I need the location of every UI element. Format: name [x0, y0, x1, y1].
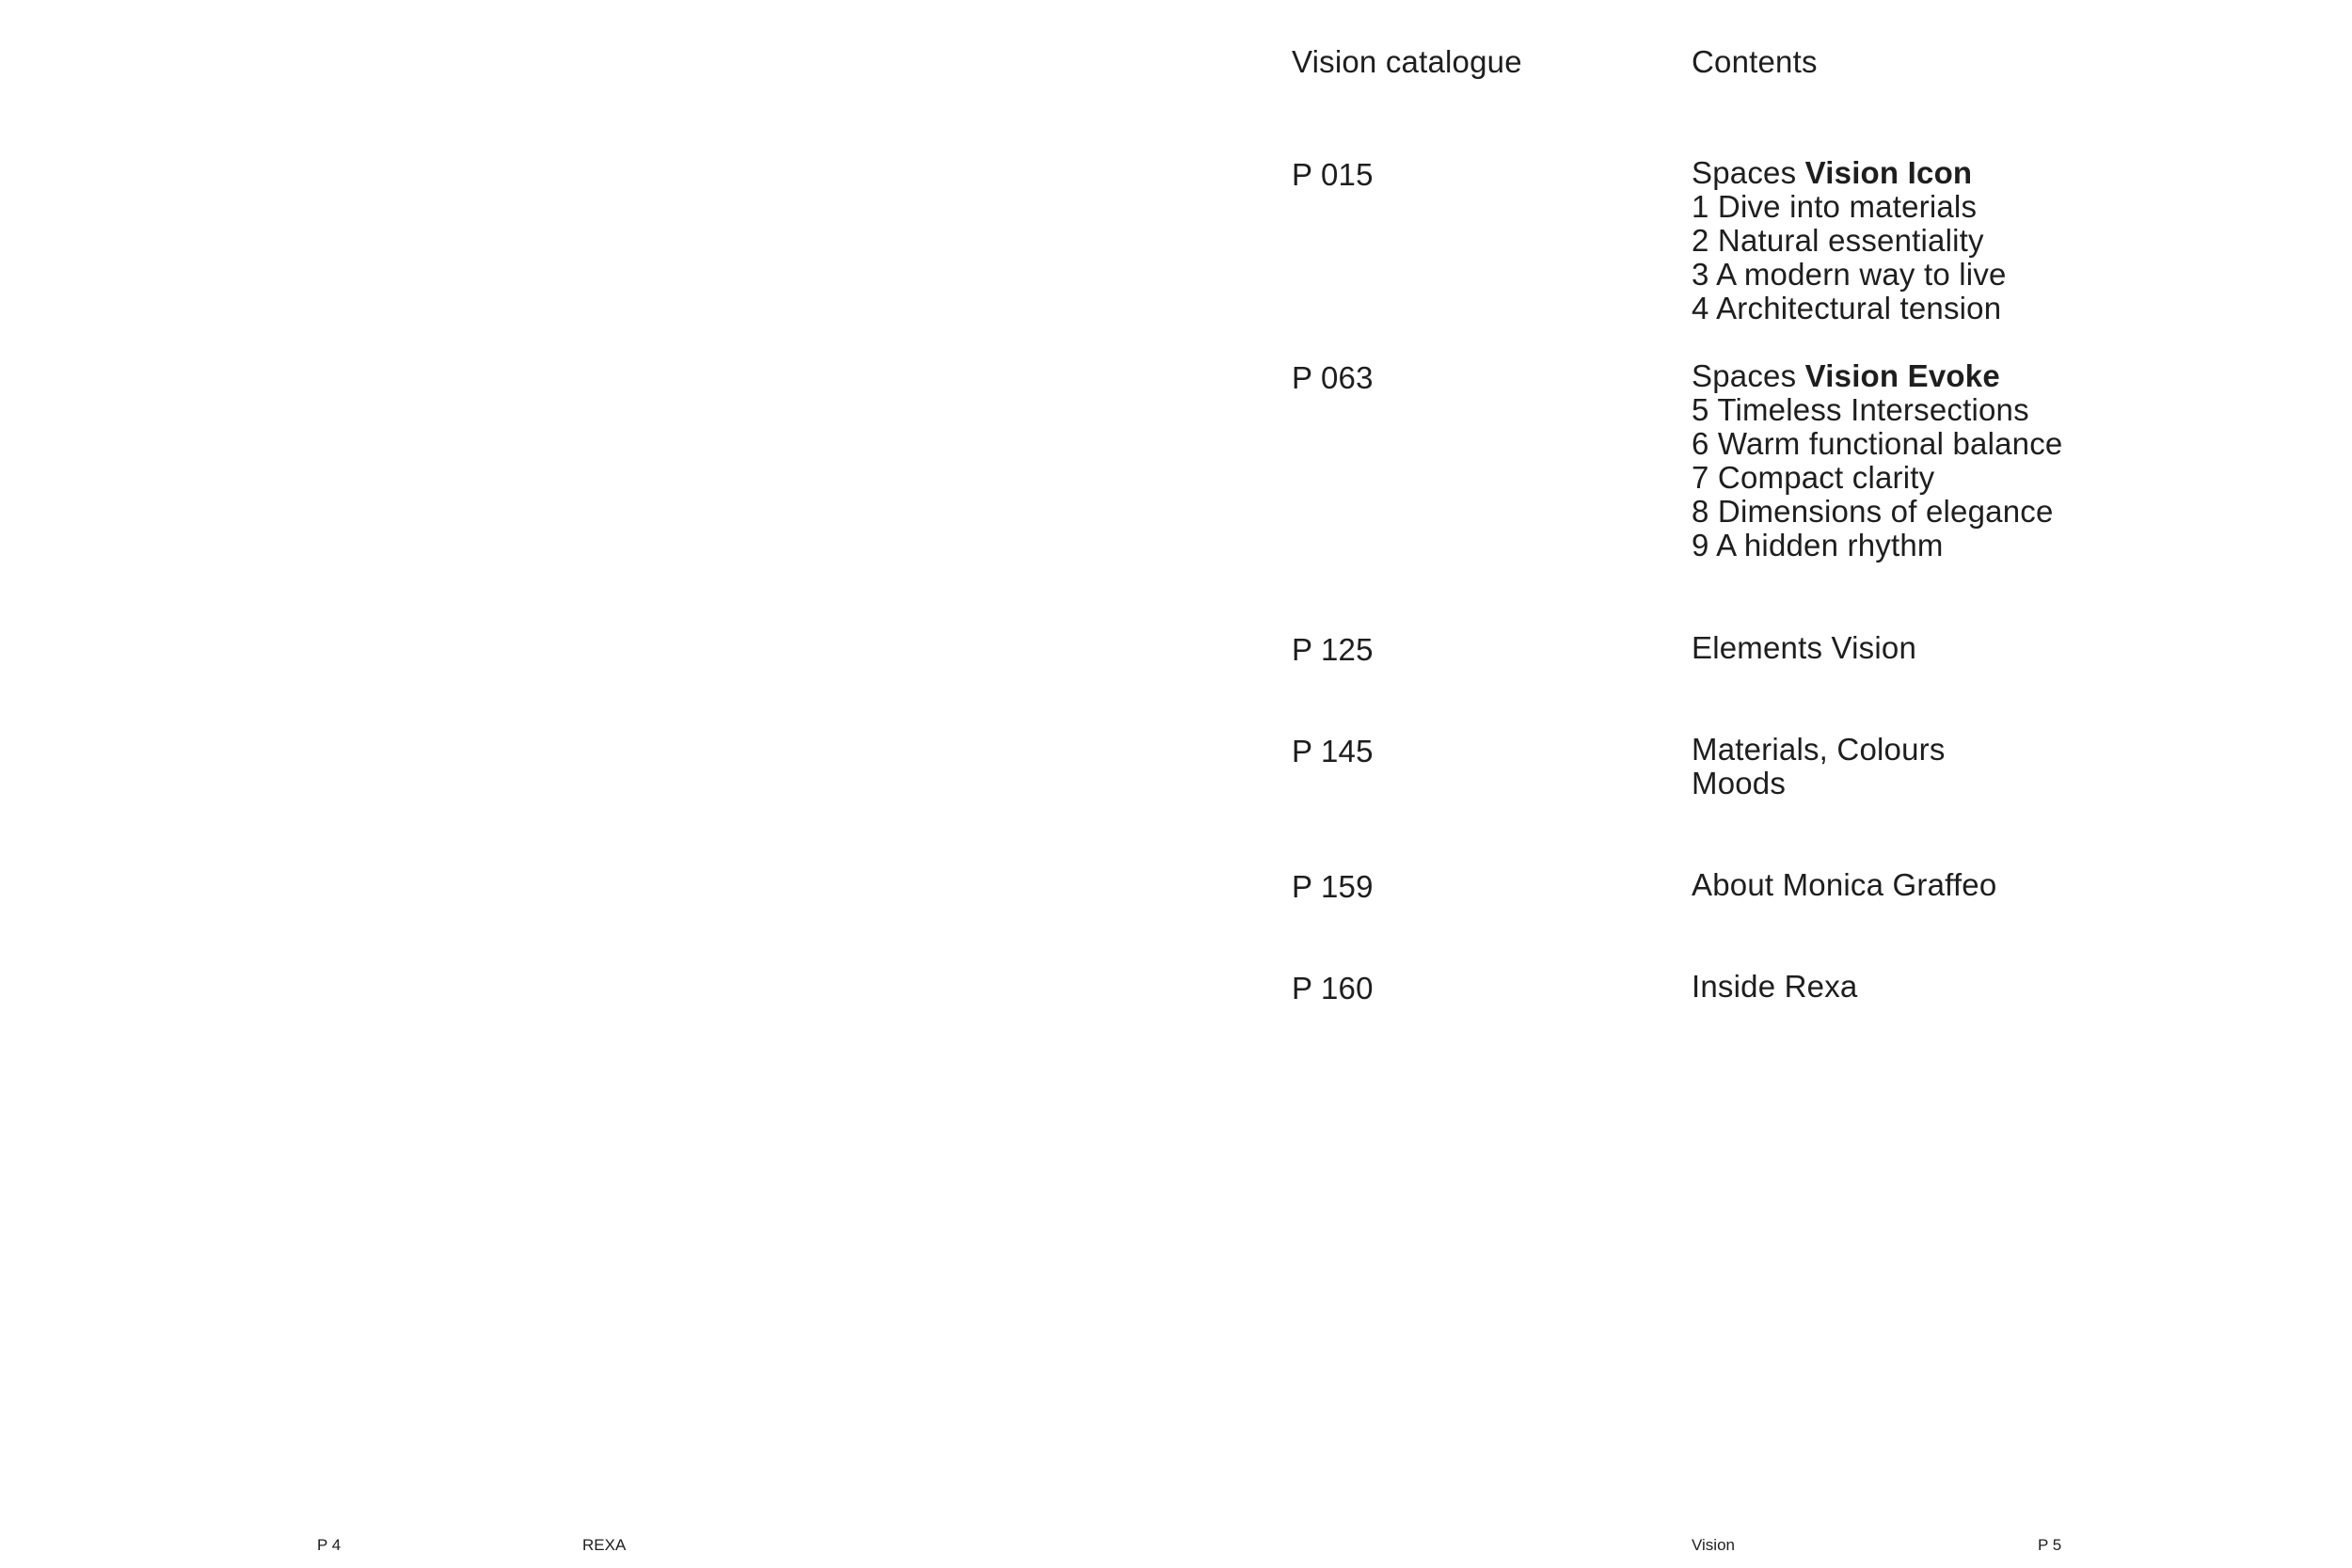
toc-entry-title: Inside Rexa: [1692, 969, 1858, 1004]
footer-left-page-number: P 4: [317, 1536, 342, 1554]
title-bold: Vision Evoke: [1804, 358, 2000, 393]
toc-entry-body: [1692, 631, 1916, 665]
toc-subitem: 5 Timeless Intersections: [1692, 392, 2029, 427]
toc-subitem: 8 Dimensions of elegance: [1692, 494, 2054, 529]
toc-subitem: 3 A modern way to live: [1692, 257, 2007, 292]
toc-entry-title: Materials, Colours: [1692, 732, 1946, 767]
toc-subitem: 9 A hidden rhythm: [1692, 528, 1944, 562]
toc-page-number: P 145: [1292, 734, 1374, 768]
toc-entry-body: [1692, 868, 1996, 902]
toc-entry-title: [1692, 359, 2062, 393]
toc-entry-body: [1692, 156, 2007, 325]
toc-subitem: 2 Natural essentiality: [1692, 223, 1984, 258]
toc-entry-title: Elements Vision: [1692, 630, 1917, 665]
toc-entry-title-line2: Moods: [1692, 766, 1787, 800]
title-prefix: Spaces: [1692, 155, 1797, 190]
toc-entry-body: [1692, 733, 1946, 800]
toc-entry-body: [1692, 970, 1857, 1004]
footer-brand: REXA: [582, 1536, 627, 1554]
toc-entry-body: [1692, 359, 2062, 562]
toc-page-number: P 015: [1292, 157, 1374, 192]
title-prefix: Spaces: [1692, 358, 1797, 393]
toc-subitem: 7 Compact clarity: [1692, 460, 1935, 495]
toc-page-number: P 160: [1292, 971, 1374, 1006]
toc-subitem: 6 Warm functional balance: [1692, 426, 2063, 461]
footer-section-name: Vision: [1692, 1536, 1735, 1554]
catalogue-label: Vision catalogue: [1292, 44, 1522, 79]
footer-right-page-number: P 5: [2038, 1536, 2062, 1554]
toc-page-number: P 063: [1292, 360, 1374, 395]
toc-entry-title: [1692, 156, 2007, 190]
title-bold: Vision Icon: [1804, 155, 1973, 190]
toc-subitem: 1 Dive into materials: [1692, 189, 1978, 224]
toc-entry-title: About Monica Graffeo: [1692, 867, 1997, 902]
toc-page-number: P 159: [1292, 869, 1374, 904]
toc-page-number: P 125: [1292, 632, 1374, 667]
contents-heading: Contents: [1692, 44, 1818, 79]
toc-subitem: 4 Architectural tension: [1692, 291, 2002, 325]
